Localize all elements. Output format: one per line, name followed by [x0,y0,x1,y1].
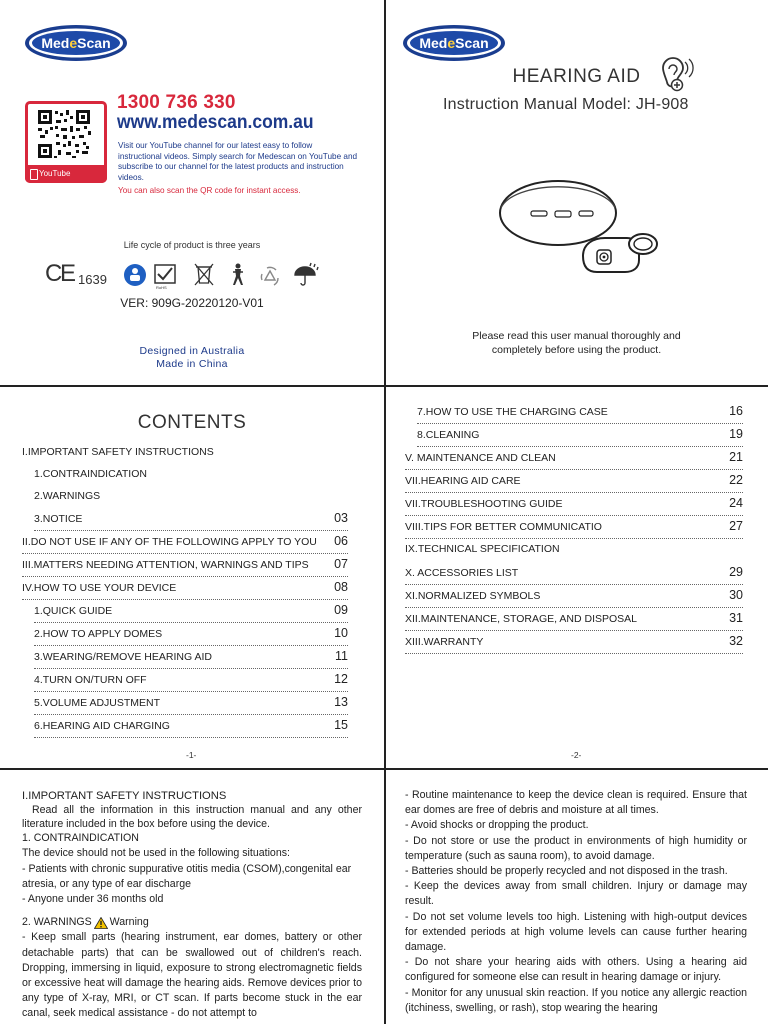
warning-icon [94,917,108,929]
section-heading: I.IMPORTANT SAFETY INSTRUCTIONS [22,790,227,802]
warning-label: Warning [109,916,149,929]
toc-page: 24 [729,496,743,510]
note-line-1: Please read this user manual thoroughly and [472,330,681,342]
warnings-text-block [405,788,747,1016]
ce-number: 1639 [78,272,107,287]
toc-label: 8.CLEANING [417,429,480,441]
toc-label: XIII.WARRANTY [405,636,484,648]
page-number: -1- [186,750,197,760]
designed-in: Designed in Australia [139,345,245,357]
version-text: VER: 909G-20220120-V01 [120,296,264,310]
toc-row[interactable] [405,493,743,516]
warnings-panel [385,769,768,1024]
toc-label: 1.QUICK GUIDE [34,605,113,617]
warning-item: - Monitor for any unusual skin reaction. If you notice any allergic reaction (itchiness, swelling, or rash), stop wearing the hearing [405,986,747,1014]
toc-page: 12 [334,672,348,686]
toc-row[interactable] [22,554,348,577]
youtube-badge[interactable] [25,165,107,183]
product-title [385,66,768,88]
youtube-icon [30,169,38,180]
hearing-aid-device-image [493,168,673,288]
warning-item: - Do not set volume levels too high. Listening with high-output devices for extended periods at high volume levels can cause further hearing damage. [405,910,747,954]
toc-row[interactable] [417,424,743,447]
toc-label: XI.NORMALIZED SYMBOLS [405,590,541,602]
toc-label: VII.HEARING AID CARE [405,475,521,487]
toc-row[interactable] [34,715,348,738]
contents-panel-right [385,386,768,768]
toc-row[interactable] [22,577,348,600]
svg-text:RoHS: RoHS [156,285,167,290]
consult-manual-icon [124,264,146,286]
made-in: Made in China [156,358,228,370]
toc-row[interactable] [34,600,348,623]
title-text: HEARING AID [512,66,641,87]
toc-label: 2.HOW TO APPLY DOMES [34,628,163,640]
cover-panel [0,0,384,385]
warning-item: - Do not store or use the product in environments of high humidity or temperature (such as sauna room), to avoid damage. [405,834,747,862]
toc-row[interactable] [34,463,348,485]
safety-panel [0,769,384,1024]
ce-mark-icon [45,260,76,287]
toc-page: 11 [335,649,348,663]
warnings-text: - Keep small parts (hearing instrument, ear domes, battery or other detachable parts) that can be swallowed out of children's reach. Dropping, immersing in liquid, exposure to strong electromagnetic fields or excessive heat will damage the hearing aids. Remove devices prior to any type of X-ray, MRI, or CT scan. If parts become stuck in the ear canal, seek medical assistance - do not attempt to [22,931,362,1020]
toc-label: 3.NOTICE [34,513,83,525]
svg-text:MedeScan: MedeScan [41,35,111,51]
keep-dry-umbrella-icon [295,263,318,285]
toc-row[interactable] [22,441,348,463]
warning-item: - Routine maintenance to keep the device clean is required. Ensure that ear domes are free of debris and moisture at all times. [405,789,747,817]
warnings-title: 2. WARNINGS [22,916,92,929]
toc-label: 5.VOLUME ADJUSTMENT [34,697,161,709]
manual-subtitle: Instruction Manual Model: JH-908 [443,96,689,113]
warning-item: - Avoid shocks or dropping the product. [405,819,589,832]
medescan-logo [402,24,506,62]
warnings-heading [22,915,362,930]
toc-page: 10 [334,626,348,640]
toc-label: 1.CONTRAINDICATION [34,468,147,480]
contraindication-text: The device should not be used in the following situations: [22,847,290,860]
toc-label: II.DO NOT USE IF ANY OF THE FOLLOWING APPLY TO YOU [22,536,317,548]
toc-label: 4.TURN ON/TURN OFF [34,674,147,686]
warning-item: - Keep the devices away from small children. Injury or damage may result. [405,880,747,908]
toc-row[interactable] [34,669,348,692]
ear-icon [657,56,701,92]
toc-row[interactable] [34,646,348,669]
note-line-2: completely before using the product. [491,343,662,356]
warning-item: - Do not share your hearing aids with others. Using a hearing aid configured for someone else can result in hearing damage or injury. [405,956,747,984]
toc-label: 3.WEARING/REMOVE HEARING AID [34,651,212,663]
toc-label: VIII.TIPS FOR BETTER COMMUNICATIO [405,521,602,533]
toc-row[interactable] [405,562,743,585]
toc-label: V. MAINTENANCE AND CLEAN [405,452,556,464]
youtube-text: Visit our YouTube channel for our latest easy to follow instructional videos. Simply search for Medescan on YouTube and subscribe to our channel for the latest products and instruction videos. [118,141,358,182]
toc-row[interactable] [405,585,743,608]
warning-item: - Batteries should be properly recycled and not disposed in the trash. [405,865,728,878]
read-manual-note [385,330,768,357]
toc-row[interactable] [405,608,743,631]
toc-page: 19 [729,427,743,441]
toc-row[interactable] [405,516,743,539]
toc-row[interactable] [34,508,348,531]
toc-label: VII.TROUBLESHOOTING GUIDE [405,498,563,510]
toc-page: 07 [334,557,348,571]
toc-page: 22 [729,473,743,487]
contraindication-item: - Patients with chronic suppurative otitis media (CSOM),congenital ear atresia, or any type of ear discharge [22,862,352,890]
recycle-icon [261,267,278,285]
website-link[interactable]: www.medescan.com.au [117,112,314,133]
phone-number[interactable]: 1300 736 330 [117,92,236,113]
toc-page: 27 [729,519,743,533]
toc-page: 15 [334,718,348,732]
toc-label: 6.HEARING AID CHARGING [34,720,170,732]
toc-page: 16 [729,404,743,418]
contents-title: CONTENTS [137,412,247,433]
contents-panel-left [0,386,384,768]
toc-label: IV.HOW TO USE YOUR DEVICE [22,582,177,594]
rohs-icon [155,265,175,290]
type-bf-applied-part-icon [233,264,243,286]
toc-label: III.MATTERS NEEDING ATTENTION, WARNINGS AND TIPS [22,559,309,571]
intro-paragraph: Read all the information in this instruction manual and any other literature included in the box before using the device. [22,804,362,830]
toc-row[interactable] [34,623,348,646]
svg-text:MedeScan: MedeScan [419,35,489,51]
weee-bin-icon [195,264,213,285]
toc-page: 09 [334,603,348,617]
toc-row[interactable] [22,531,348,554]
safety-text-block [22,789,362,1022]
toc-row[interactable] [405,447,743,470]
youtube-label: YouTube [39,169,71,178]
toc-label: XII.MAINTENANCE, STORAGE, AND DISPOSAL [405,613,638,625]
toc-page: 30 [729,588,743,602]
toc-row[interactable] [34,485,348,507]
toc-row[interactable] [34,692,348,715]
toc-row[interactable] [405,470,743,493]
svg-text:E: E [60,260,77,287]
toc-page: 29 [729,565,743,579]
contraindication-heading: 1. CONTRAINDICATION [22,832,139,845]
toc-label: 7.HOW TO USE THE CHARGING CASE [417,406,608,418]
toc-label: 2.WARNINGS [34,490,101,502]
life-cycle-text: Life cycle of product is three years [123,240,261,250]
toc-page: 13 [334,695,348,709]
medescan-logo [24,24,128,62]
toc-row[interactable] [417,401,743,424]
svg-text:C: C [45,260,63,287]
regulatory-symbols [45,260,355,290]
toc-page: 21 [729,450,743,464]
toc-label: IX.TECHNICAL SPECIFICATION [405,543,560,555]
toc-page: 31 [729,611,743,625]
page-number: -2- [571,750,582,760]
toc-page: 32 [729,634,743,648]
origin-text [0,345,384,371]
toc-label: X. ACCESSORIES LIST [405,567,519,579]
toc-row[interactable] [405,631,743,654]
toc-page: 06 [334,534,348,548]
qr-note: You can also scan the QR code for instant access. [118,186,301,195]
toc-label: I.IMPORTANT SAFETY INSTRUCTIONS [22,446,214,458]
toc-page: 08 [334,580,348,594]
toc-row[interactable] [405,538,743,560]
contraindication-item: - Anyone under 36 months old [22,893,164,906]
title-panel [385,0,768,385]
toc-page: 03 [334,511,348,525]
